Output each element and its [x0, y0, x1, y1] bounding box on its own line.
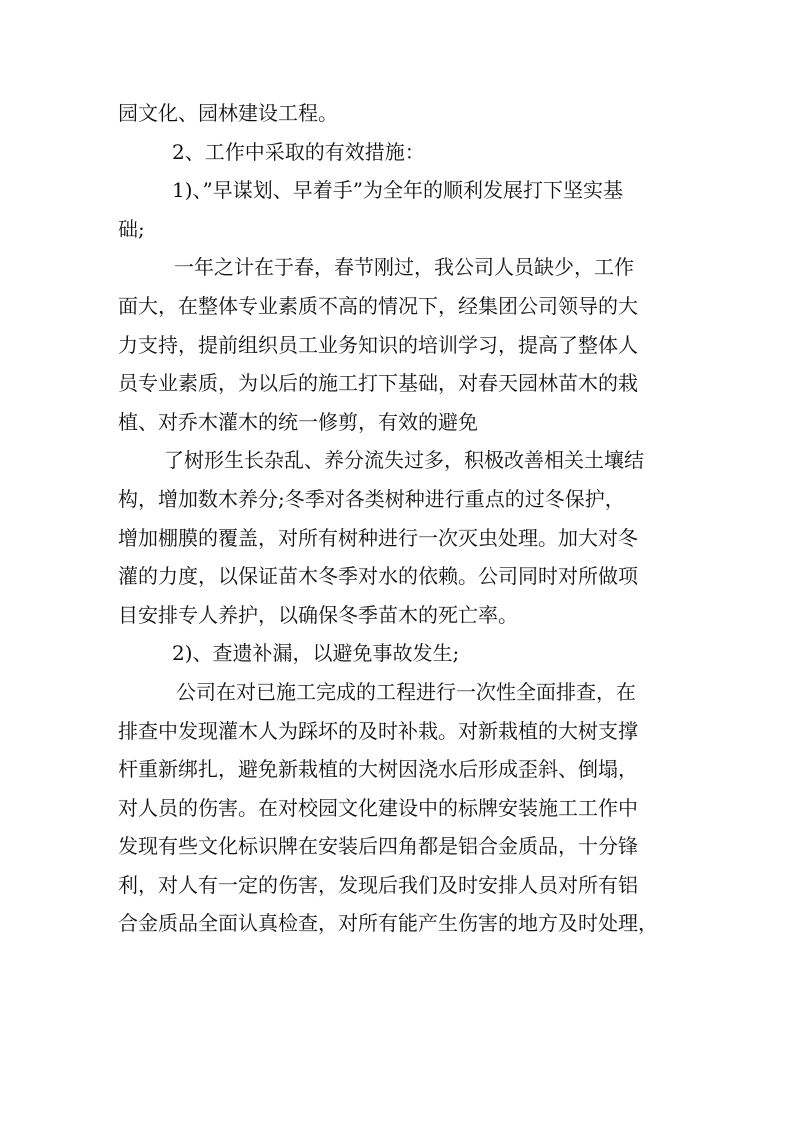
section-heading: 2、工作中采取的有效措施：	[172, 139, 425, 164]
paragraph-start: 公司在对已施工完成的工程进行一次性全面排查，在	[176, 679, 636, 704]
text-line: 发现有些文化标识牌在安装后四角都是铝合金质品，十分锋	[118, 834, 638, 859]
paragraph-start: 一年之计在于春，春节刚过，我公司人员缺少，工作	[174, 255, 634, 280]
text-line: 对人员的伤害。在对校园文化建设中的标牌安装施工工作中	[118, 795, 638, 820]
text-line: 植、对乔木灌木的统一修剪，有效的避免	[118, 409, 478, 434]
text-line: 员专业素质，为以后的施工打下基础，对春天园林苗木的栽	[118, 371, 638, 396]
text-line: 面大，在整体专业素质不高的情况下，经集团公司领导的大	[118, 293, 638, 318]
text-line: 合金质品全面认真检查，对所有能产生伤害的地方及时处理，	[118, 911, 658, 936]
text-line: 园文化、园林建设工程。	[118, 101, 338, 125]
text-line: 础;	[118, 216, 145, 241]
text-line: 利，对人有一定的伤害，发现后我们及时安排人员对所有铝	[118, 872, 638, 897]
text-line: 灌的力度，以保证苗木冬季对水的依赖。公司同时对所做项	[118, 564, 638, 589]
document-body	[118, 94, 686, 943]
text-line: 构，增加数木养分;冬季对各类树种进行重点的过冬保护，	[118, 486, 625, 511]
subsection-heading: 2)、查遗补漏，以避免事故发生;	[172, 641, 460, 666]
text-line: 排查中发现灌木人为踩坏的及时补栽。对新栽植的大树支撑	[118, 718, 638, 743]
text-line: 增加棚膜的覆盖，对所有树种进行一次灭虫处理。加大对冬	[118, 525, 638, 550]
text-line: 杆重新绑扎，避免新栽植的大树因浇水后形成歪斜、倒塌，	[118, 757, 638, 782]
text-line: 目安排专人养护，以确保冬季苗木的死亡率。	[118, 602, 518, 627]
subsection-heading: 1)、”早谋划、早着手”为全年的顺利发展打下坚实基	[172, 178, 623, 203]
paragraph-start: 了树形生长杂乱、养分流失过多，积极改善相关土壤结	[164, 448, 644, 473]
text-line: 力支持，提前组织员工业务知识的培训学习，提高了整体人	[118, 332, 638, 357]
